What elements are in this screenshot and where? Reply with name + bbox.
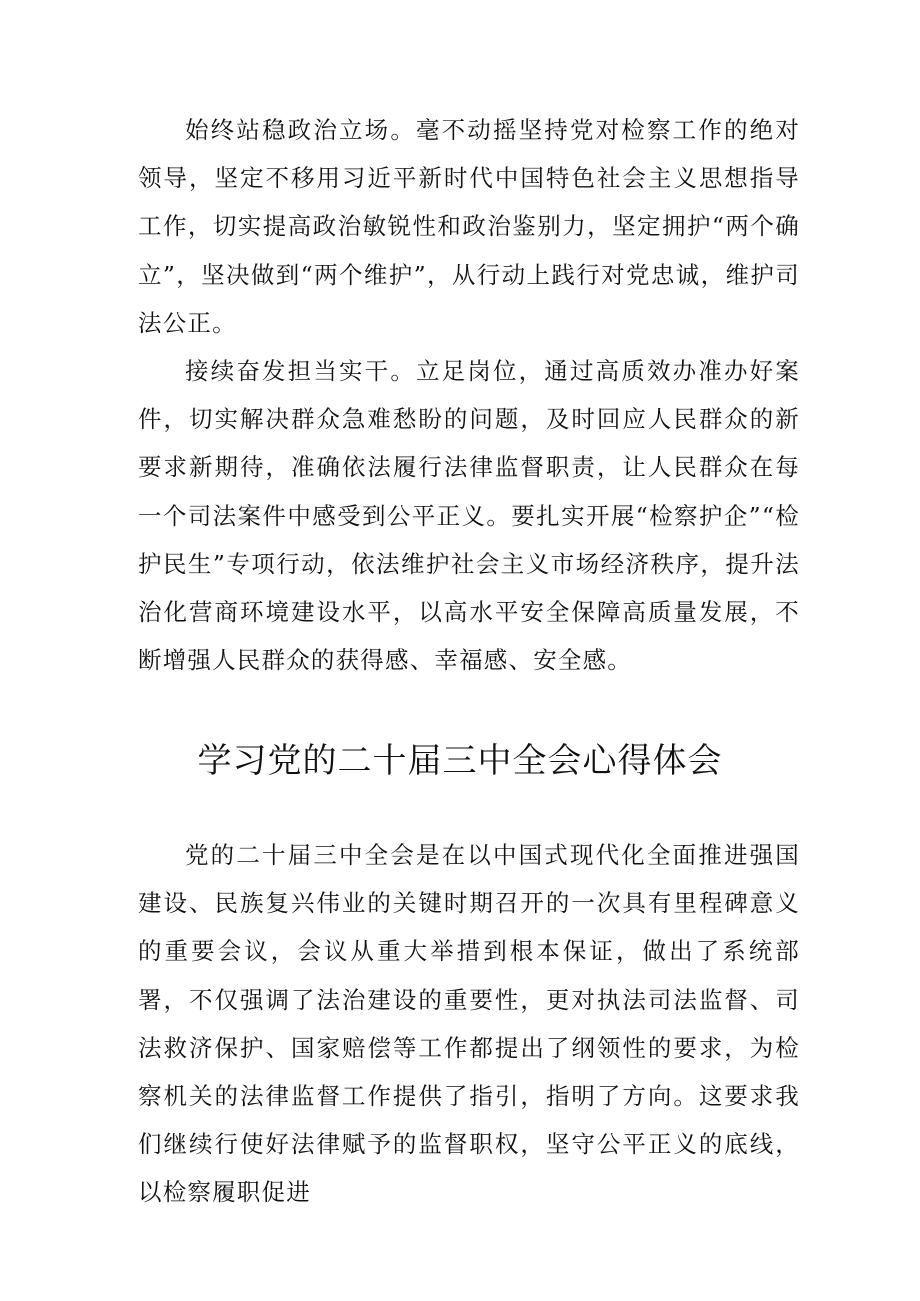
paragraph-political-stance: 始终站稳政治立场。毫不动摇坚持党对检察工作的绝对领导，坚定不移用习近平新时代中国特色社会主义思想指导工作，切实提高政治敏锐性和政治鉴别力，坚定拥护“两个确立”，坚决做到“两个维护”，从行动上践行对党忠诚，维护司法公正。 (138, 116, 800, 337)
section-title: 学习党的二十届三中全会心得体会 (197, 741, 723, 781)
paragraph-plenary-session: 党的二十届三中全会是在以中国式现代化全面推进强国建设、民族复兴伟业的关键时期召开的一次具有里程碑意义的重要会议，会议从重大举措到根本保证，做出了系统部署，不仅强调了法治建设的重要性，更对执法司法监督、司法救济保护、国家赔偿等工作都提出了纲领性的要求，为检察机关的法律监督工作提供了指引，指明了方向。这要求我们继续行使好法律赋予的监督职权，坚守公平正义的底线，以检察履职促进 (138, 841, 800, 1207)
paragraph-diligent-work: 接续奋发担当实干。立足岗位，通过高质效办准办好案件，切实解决群众急难愁盼的问题，及时回应人民群众的新要求新期待，准确依法履行法律监督职责，让人民群众在每一个司法案件中感受到公平正义。要扎实开展“检察护企”“检护民生”专项行动，依法维护社会主义市场经济秩序，提升法治化营商环境建设水平，以高水平安全保障高质量发展，不断增强人民群众的获得感、幸福感、安全感。 (138, 357, 800, 675)
